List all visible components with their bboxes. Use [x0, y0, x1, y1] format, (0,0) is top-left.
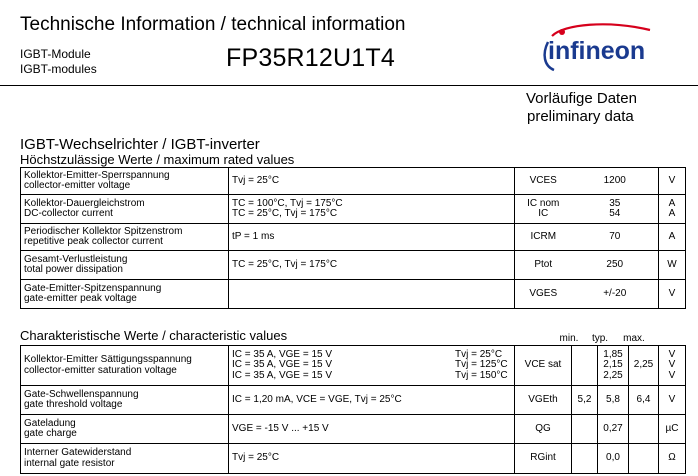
- unit-line: V: [668, 287, 676, 299]
- temp-line: [455, 453, 511, 464]
- unit-line: V: [668, 369, 676, 381]
- temp-line: [455, 395, 511, 406]
- unit-line: µC: [665, 422, 679, 434]
- temp-line: Tvj = 150°C: [455, 369, 508, 381]
- unit-line: V: [668, 393, 676, 405]
- characteristic-values-title: Charakteristische Werte / characteristic values: [20, 328, 288, 343]
- min-header: min.: [559, 333, 579, 344]
- header-divider: [0, 85, 698, 86]
- unit-cell: [659, 280, 686, 309]
- unit-cell: [659, 386, 686, 415]
- table-row: [21, 444, 686, 474]
- param-german: Periodischer Kollektor Spitzenstrom: [24, 225, 183, 237]
- parameter-cell: [21, 280, 229, 309]
- sym-line: IC nom: [527, 197, 560, 209]
- cond-line: TC = 25°C, Tvj = 175°C: [232, 258, 338, 270]
- unit-cell: [659, 195, 686, 224]
- cond-line: IC = 35 A, VGE = 15 V: [232, 359, 333, 371]
- param-german: Gesamt-Verlustleistung: [24, 253, 128, 265]
- cond-line: IC = 35 A, VGE = 15 V: [232, 348, 333, 360]
- typ-line: 0,0: [606, 452, 620, 464]
- param-english: gate threshold voltage: [24, 399, 123, 410]
- unit-line: V: [668, 174, 676, 186]
- cond-line: VGE = -15 V ... +15 V: [232, 422, 329, 434]
- cond-line: Tvj = 25°C: [232, 452, 280, 464]
- value-cell: [572, 168, 659, 195]
- symbol-cell: VGEth: [515, 386, 572, 415]
- symbol-cell: [515, 251, 572, 280]
- module-type-english: IGBT-modules: [20, 62, 97, 76]
- param-german: Gateladung: [24, 417, 76, 429]
- max-ratings-title: Höchstzulässige Werte / maximum rated values: [20, 152, 295, 167]
- typ-cell: [598, 346, 629, 386]
- cond-line: Tvj = 25°C: [232, 174, 280, 186]
- condition-cell: [229, 444, 515, 474]
- param-german: Gate-Emitter-Spitzenspannung: [24, 282, 162, 294]
- unit-line: W: [667, 258, 677, 270]
- section-title: IGBT-Wechselrichter / IGBT-inverter: [20, 136, 260, 153]
- val-line: +/-20: [603, 287, 627, 299]
- temp-line: Tvj = 25°C: [455, 348, 503, 360]
- cond-line: IC = 35 A, VGE = 15 V: [232, 369, 333, 381]
- symbol-cell: [515, 224, 572, 251]
- param-english: gate-emitter peak voltage: [24, 293, 137, 304]
- condition-cell: [229, 195, 515, 224]
- value-cell: [572, 280, 659, 309]
- parameter-cell: [21, 444, 229, 474]
- table-row: [21, 346, 686, 386]
- unit-line: A: [668, 230, 676, 242]
- condition-cell: [229, 251, 515, 280]
- condition-cell: [229, 168, 515, 195]
- param-german: Gate-Schwellenspannung: [24, 388, 139, 400]
- param-german: Kollektor-Dauergleichstrom: [24, 197, 145, 209]
- typ-line: 2,25: [603, 369, 623, 381]
- temp-line: [455, 424, 511, 435]
- table-row: [21, 415, 686, 444]
- val-line: 35: [609, 197, 621, 209]
- table-row: [21, 195, 686, 224]
- min-cell: [572, 415, 598, 444]
- condition-cell: [229, 415, 515, 444]
- val-line: 250: [606, 258, 624, 270]
- max-cell: [629, 415, 659, 444]
- table-row: [21, 224, 686, 251]
- parameter-cell: [21, 386, 229, 415]
- typ-cell: [598, 386, 629, 415]
- max-header: max.: [623, 333, 645, 344]
- typ-line: 0,27: [603, 422, 623, 434]
- parameter-cell: [21, 251, 229, 280]
- typ-line: 2,15: [603, 359, 623, 371]
- max-cell: 6,4: [629, 386, 659, 415]
- part-number: FP35R12U1T4: [226, 44, 395, 72]
- characteristic-values-table: [20, 345, 686, 474]
- param-german: Kollektor-Emitter Sättigungsspannung: [24, 354, 192, 365]
- cond-line: IC = 1,20 mA, VCE = VGE, Tvj = 25°C: [232, 393, 402, 405]
- typ-line: 1,85: [603, 348, 623, 360]
- table-row: [21, 168, 686, 195]
- cond-line: TC = 25°C, Tvj = 175°C: [232, 208, 338, 219]
- max-ratings-table: [20, 167, 686, 309]
- typ-cell: [598, 415, 629, 444]
- unit-cell: [659, 346, 686, 386]
- condition-cell: [229, 346, 515, 386]
- cond-line: TC = 100°C, Tvj = 175°C: [232, 197, 343, 209]
- min-cell: [572, 346, 598, 386]
- unit-cell: [659, 444, 686, 474]
- parameter-cell: [21, 346, 229, 386]
- val-line: 70: [609, 230, 621, 242]
- min-cell: 5,2: [572, 386, 598, 415]
- document-title: Technische Information / technical information: [20, 14, 406, 35]
- val-line: 1200: [603, 174, 626, 186]
- param-german: Interner Gatewiderstand: [24, 447, 132, 458]
- preliminary-label-german: Vorläufige Daten: [526, 90, 637, 107]
- module-type-german: IGBT-Module: [20, 47, 91, 61]
- max-cell: [629, 444, 659, 474]
- unit-cell: [659, 415, 686, 444]
- temp-line: Tvj = 125°C: [455, 359, 508, 371]
- param-english: collector-emitter voltage: [24, 180, 131, 191]
- table-row: [21, 386, 686, 415]
- typ-cell: [598, 444, 629, 474]
- param-english: internal gate resistor: [24, 457, 115, 469]
- table-row: [21, 251, 686, 280]
- symbol-cell: VCE sat: [515, 346, 572, 386]
- symbol-cell: [515, 168, 572, 195]
- sym-line: VCES: [529, 174, 557, 186]
- symbol-cell: QG: [515, 415, 572, 444]
- unit-line: A: [668, 208, 676, 219]
- param-english: DC-collector current: [24, 208, 113, 219]
- sym-line: Ptot: [534, 258, 553, 270]
- sym-line: ICRM: [530, 230, 557, 242]
- param-german: Kollektor-Emitter-Sperrspannung: [24, 169, 170, 181]
- symbol-cell: [515, 195, 572, 224]
- logo-wordmark: infineon: [548, 37, 646, 65]
- param-english: collector-emitter saturation voltage: [24, 364, 177, 376]
- unit-line: V: [668, 359, 676, 371]
- value-cell: [572, 251, 659, 280]
- symbol-cell: RGint: [515, 444, 572, 474]
- val-line: 54: [609, 208, 621, 219]
- value-cell: [572, 224, 659, 251]
- sym-line: IC: [538, 208, 549, 219]
- cond-line: tP = 1 ms: [232, 230, 275, 242]
- condition-cell: [229, 224, 515, 251]
- parameter-cell: [21, 168, 229, 195]
- typ-line: 5,8: [606, 393, 620, 405]
- parameter-cell: [21, 195, 229, 224]
- param-english: total power dissipation: [24, 264, 123, 275]
- unit-line: V: [668, 348, 676, 360]
- parameter-cell: [21, 415, 229, 444]
- unit-cell: [659, 251, 686, 280]
- sym-line: VGES: [529, 287, 558, 299]
- parameter-cell: [21, 224, 229, 251]
- min-cell: [572, 444, 598, 474]
- preliminary-label-english: preliminary data: [527, 108, 634, 125]
- max-cell: 2,25: [629, 346, 659, 386]
- value-cell: [572, 195, 659, 224]
- unit-line: A: [668, 197, 676, 209]
- unit-cell: [659, 168, 686, 195]
- condition-cell: [229, 280, 515, 309]
- condition-cell: [229, 386, 515, 415]
- unit-line: Ω: [668, 452, 676, 464]
- param-english: gate charge: [24, 428, 77, 439]
- infineon-logo: [538, 20, 668, 76]
- param-english: repetitive peak collector current: [24, 236, 163, 247]
- symbol-cell: [515, 280, 572, 309]
- table-row: [21, 280, 686, 309]
- unit-cell: [659, 224, 686, 251]
- typ-header: typ.: [591, 333, 609, 344]
